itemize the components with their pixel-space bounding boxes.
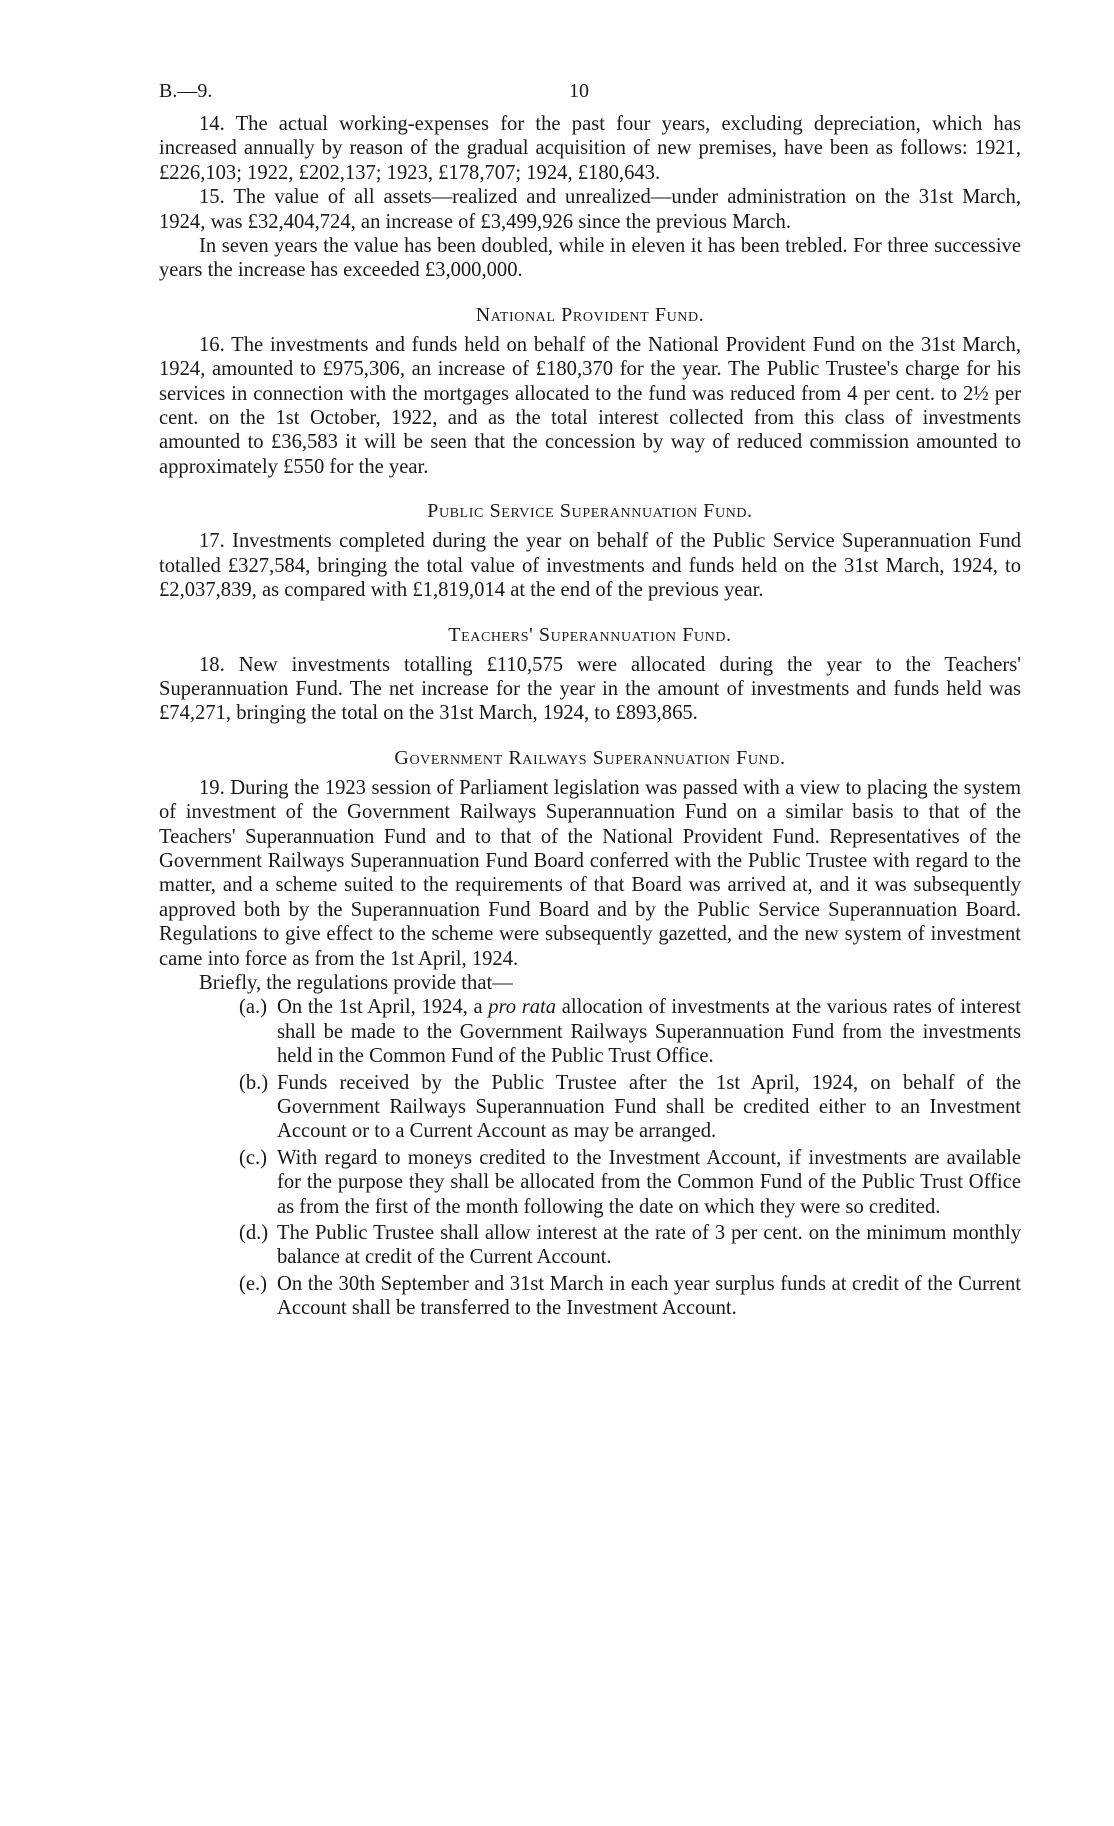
page-number: 10 <box>569 80 589 102</box>
document-reference: B.—9. <box>159 80 213 102</box>
regulation-marker: (d.) <box>239 1222 269 1245</box>
regulation-marker: (a.) <box>239 996 268 1019</box>
paragraph-17: 17. Investments completed during the year on behalf of the Public Service Superannuation Fund totalled £327,584, bringing the total value of investments and funds held on the 31st March, 1924, to £2,037,839, as compared with £1,819,014 at the end of the previous year. <box>159 530 1021 602</box>
regulation-text: On the 30th September and 31st March in each year surplus funds at credit of the Current Account shall be transferred to the Investment Account. <box>277 1272 1021 1320</box>
heading-public-service-superannuation-fund: Public Service Superannuation Fund. <box>427 500 753 523</box>
regulation-text: On the 1st April, 1924, a <box>277 996 489 1019</box>
regulation-text-italic: pro rata <box>488 996 557 1019</box>
regulation-text: Funds received by the Public Trustee after the 1st April, 1924, on behalf of the Government Railways Superannuation Fund shall be credited either to an Investment Account or to a Current Account as may be arranged. <box>277 1071 1021 1143</box>
paragraph-15: 15. The value of all assets—realized and unrealized—under administration on the 31st March, 1924, was £32,404,724, an increase of £3,499,926 since the previous March. <box>159 186 1021 233</box>
regulation-text: allocation of investments at the various rates of interest shall be made to the Government Railways Superannuation Fund from the investments held in the Common Fund of the Public Trust Office. <box>277 996 1021 1068</box>
regulation-marker: (b.) <box>239 1071 269 1094</box>
paragraph-14: 14. The actual working-expenses for the past four years, excluding depreciation, which has increased annually by reason of the gradual acquisition of new premises, have been as follows: 1921, £226,103; 1922, £202,137; 1923, £178,707; 1924, £180,643. <box>159 113 1021 184</box>
regulation-text: The Public Trustee shall allow interest at the rate of 3 per cent. on the minimum monthly balance at credit of the Current Account. <box>277 1222 1021 1269</box>
regulation-item-d <box>159 1221 1021 1270</box>
regulation-item-e <box>159 1272 1021 1321</box>
paragraph-15-continued: In seven years the value has been doubled, while in eleven it has been trebled. For three successive years the increase has exceeded £3,000,000. <box>159 235 1021 282</box>
regulation-item-a <box>159 995 1021 1068</box>
document-page <box>159 80 1021 1323</box>
heading-government-railways-superannuation-fund: Government Railways Superannuation Fund. <box>394 746 786 769</box>
regulations-list <box>159 995 1021 1320</box>
paragraph-18: 18. New investments totalling £110,575 were allocated during the year to the Teachers' Superannuation Fund. The net increase for the year in the amount of investments and funds held was £74,271, bringing the total on the 31st March, 1924, to £893,865. <box>159 653 1021 725</box>
regulation-marker: (e.) <box>239 1272 268 1295</box>
regulation-item-b <box>159 1071 1021 1144</box>
paragraph-16: 16. The investments and funds held on behalf of the National Provident Fund on the 31st March, 1924, amounted to £975,306, an increase of £180,370 for the year. The Public Trustee's charge for his services in connection with the mortgages allocated to the fund was reduced from 4 per cent. to 2½ per cent. on the 1st October, 1922, and as the total interest collected from this class of investments amounted to £36,583 it will be seen that the concession by way of reduced commission amounted to approximately £550 for the year. <box>159 333 1021 478</box>
heading-teachers-superannuation-fund: Teachers' Superannuation Fund. <box>448 623 732 646</box>
regulations-intro: Briefly, the regulations provide that— <box>199 971 513 994</box>
paragraph-19: 19. During the 1923 session of Parliament legislation was passed with a view to placing the system of investment of the Government Railways Superannuation Fund on a similar basis to that of the Teachers' Superannuation Fund and to that of the National Provident Fund. Representatives of the Government Railways Superannuation Fund Board conferred with the Public Trustee with regard to the matter, and a scheme suited to the requirements of that Board was arrived at, and it was subsequently approved both by the Superannuation Fund Board and by the Public Service Superannuation Board. Regulations to give effect to the scheme were subsequently gazetted, and the new system of investment came into force as from the 1st April, 1924. <box>159 776 1021 970</box>
page-header <box>159 80 1021 112</box>
regulation-text: With regard to moneys credited to the Investment Account, if investments are available for the purpose they shall be allocated from the Common Fund of the Public Trust Office as from the first of the month following the date on which they were so credited. <box>277 1146 1021 1218</box>
regulation-item-c <box>159 1146 1021 1219</box>
heading-national-provident-fund: National Provident Fund. <box>475 303 705 326</box>
regulation-marker: (c.) <box>239 1146 268 1169</box>
